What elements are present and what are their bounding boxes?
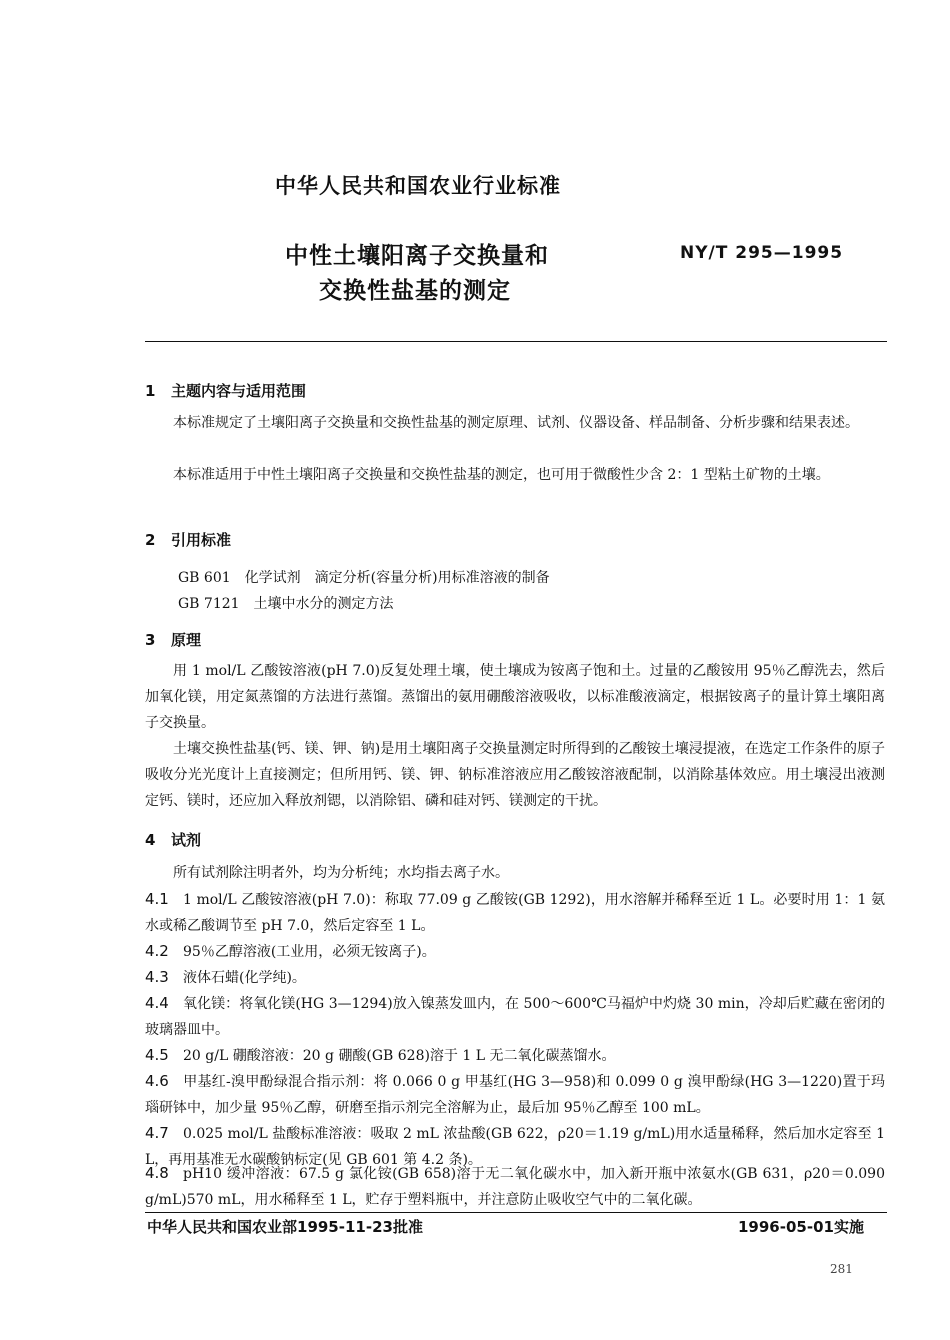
section-4-heading xyxy=(145,829,201,850)
reagent-item xyxy=(145,1160,885,1213)
section-1-heading xyxy=(145,380,306,401)
item-text: 甲基红-溴甲酚绿混合指示剂：将 0.066 0 g 甲基红(HG 3—958)和 0.099 0 g 溴甲酚绿(HG 3—1220)置于玛瑙研钵中，加少量 95％乙醇，研磨至指示剂完全溶解为止，最后加 95％乙醇至 100 mL。 xyxy=(145,1074,885,1116)
item-text: 1 mol/L 乙酸铵溶液(pH 7.0)：称取 77.09 g 乙酸铵(GB 1292)，用水溶解并稀释至近 1 L。必要时用 1：1 氨水或稀乙酸调节至 pH 7.0，然后定容至 1 L。 xyxy=(145,892,885,934)
section-number: 3 xyxy=(145,631,156,649)
section-number: 4 xyxy=(145,831,156,849)
section-title: 试剂 xyxy=(171,831,202,849)
standard-code: NY/T 295—1995 xyxy=(680,243,844,263)
item-number: 4.6 xyxy=(145,1072,169,1090)
reagent-item xyxy=(145,938,885,965)
item-number: 4.3 xyxy=(145,968,169,986)
item-text: 氧化镁：将氧化镁(HG 3—1294)放入镍蒸发皿内，在 500～600℃马福炉中灼烧 30 min，冷却后贮藏在密闭的玻璃器皿中。 xyxy=(145,996,885,1038)
section-3-paragraph-1: 用 1 mol/L 乙酸铵溶液(pH 7.0)反复处理土壤，使土壤成为铵离子饱和土。过量的乙酸铵用 95％乙醇洗去，然后加氧化镁，用定氮蒸馏的方法进行蒸馏。蒸馏出的氨用硼酸溶液吸收，以标准酸液滴定，根据铵离子的量计算土壤阳离子交换量。 xyxy=(145,663,885,731)
reagent-item xyxy=(145,1042,885,1069)
issuing-body-title: 中华人民共和国农业行业标准 xyxy=(275,174,561,198)
section-title: 主题内容与适用范围 xyxy=(171,382,307,400)
section-3-paragraph-2: 土壤交换性盐基(钙、镁、钾、钠)是用土壤阳离子交换量测定时所得到的乙酸铵土壤浸提液，在选定工作条件的原子吸收分光光度计上直接测定；但所用钙、镁、钾、钠标准溶液应用乙酸铵溶液配制，以消除基体效应。用土壤浸出液测定钙、镁时，还应加入释放剂锶，以消除铝、磷和硅对钙、镁测定的干扰。 xyxy=(145,741,885,809)
section-1-paragraph-1: 本标准规定了土壤阳离子交换量和交换性盐基的测定原理、试剂、仪器设备、样品制备、分析步骤和结果表述。 xyxy=(173,415,859,431)
reference-item: GB 601 化学试剂 滴定分析(容量分析)用标准溶液的制备 xyxy=(178,570,550,586)
section-1-paragraph-2: 本标准适用于中性土壤阳离子交换量和交换性盐基的测定，也可用于微酸性少含 2：1 型粘土矿物的土壤。 xyxy=(173,467,830,483)
section-4-intro: 所有试剂除注明者外，均为分析纯；水均指去离子水。 xyxy=(173,865,509,881)
item-number: 4.1 xyxy=(145,890,169,908)
item-text: 20 g/L 硼酸溶液：20 g 硼酸(GB 628)溶于 1 L 无二氧化碳蒸馏水。 xyxy=(183,1048,616,1064)
section-number: 1 xyxy=(145,382,156,400)
footer-rule xyxy=(145,1212,887,1213)
item-number: 4.2 xyxy=(145,942,169,960)
section-title: 引用标准 xyxy=(171,531,232,549)
section-number: 2 xyxy=(145,531,156,549)
document-title-line-2: 交换性盐基的测定 xyxy=(319,278,511,304)
header-rule xyxy=(145,341,887,342)
effective-date: 1996-05-01实施 xyxy=(738,1218,864,1236)
page-number: 281 xyxy=(830,1262,853,1276)
item-text: 95％乙醇溶液(工业用，必须无铵离子)。 xyxy=(183,944,436,960)
approval-statement: 中华人民共和国农业部1995-11-23批准 xyxy=(147,1218,423,1236)
reagent-item xyxy=(145,886,885,939)
item-number: 4.8 xyxy=(145,1164,169,1182)
reagent-item xyxy=(145,1068,885,1121)
reference-item: GB 7121 土壤中水分的测定方法 xyxy=(178,596,394,612)
item-number: 4.4 xyxy=(145,994,169,1012)
reagent-item xyxy=(145,964,885,991)
document-title-line-1: 中性土壤阳离子交换量和 xyxy=(285,243,549,269)
item-text: pH10 缓冲溶液：67.5 g 氯化铵(GB 658)溶于无二氧化碳水中，加入新开瓶中浓氨水(GB 631，ρ20＝0.090 g/mL)570 mL，用水稀释至 1 L，贮存于塑料瓶中，并注意防止吸收空气中的二氧化碳。 xyxy=(145,1166,885,1208)
item-text: 液体石蜡(化学纯)。 xyxy=(183,970,306,986)
section-3-heading xyxy=(145,629,201,650)
section-2-heading xyxy=(145,529,231,550)
item-number: 4.5 xyxy=(145,1046,169,1064)
item-number: 4.7 xyxy=(145,1124,169,1142)
section-title: 原理 xyxy=(171,631,202,649)
reagent-item xyxy=(145,990,885,1043)
item-text: 0.025 mol/L 盐酸标准溶液：吸取 2 mL 浓盐酸(GB 622，ρ20＝1.19 g/mL)用水适量稀释，然后加水定容至 1 L，再用基准无水碳酸钠标定(见 GB 601 第 4.2 条)。 xyxy=(145,1126,885,1168)
